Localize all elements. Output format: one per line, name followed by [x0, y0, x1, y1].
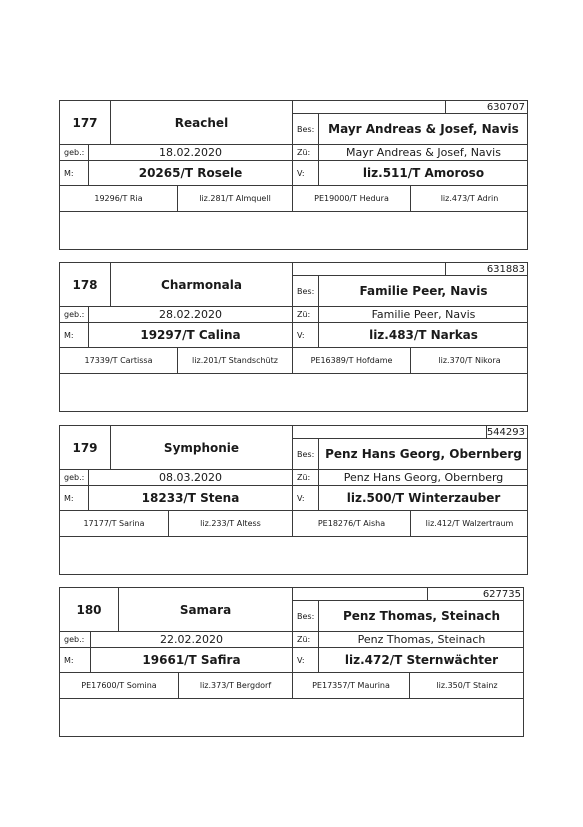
owner-label: Bes:	[292, 276, 318, 306]
animal-id: 544293	[486, 426, 528, 439]
notes-area	[60, 698, 524, 737]
ancestor: PE17357/T Maurina	[292, 672, 409, 698]
animal-card	[59, 587, 524, 737]
ancestor: 19296/T Ria	[60, 185, 177, 211]
catalog-number: 177	[72, 115, 98, 130]
ancestor: liz.201/T Standschütz	[177, 347, 292, 373]
owner-label: Bes:	[292, 601, 318, 631]
breeder-value: Penz Hans Georg, Obernberg	[318, 469, 528, 485]
ancestor: 17339/T Cartissa	[60, 347, 177, 373]
id-spacer	[292, 101, 445, 114]
ancestor: liz.373/T Bergdorf	[178, 672, 292, 698]
breeder-label: Zü:	[292, 306, 318, 322]
owner-value: Mayr Andreas & Josef, Navis	[318, 114, 528, 144]
birth-date: 18.02.2020	[88, 144, 292, 160]
father-label: V:	[292, 647, 318, 672]
id-spacer	[292, 263, 445, 276]
animal-id: 630707	[445, 101, 528, 114]
father-value: liz.511/T Amoroso	[318, 160, 528, 185]
birth-date: 28.02.2020	[88, 306, 292, 322]
animal-card	[59, 100, 528, 250]
mother-label: M:	[60, 485, 88, 510]
breeder-value: Penz Thomas, Steinach	[318, 631, 524, 647]
animal-id: 631883	[445, 263, 528, 276]
father-value: liz.500/T Winterzauber	[318, 485, 528, 510]
id-spacer	[292, 426, 486, 439]
birth-label: geb.:	[60, 306, 88, 322]
owner-value: Familie Peer, Navis	[318, 276, 528, 306]
ancestor: PE18276/T Aisha	[292, 510, 410, 536]
ancestor: 17177/T Sarina	[60, 510, 168, 536]
father-value: liz.483/T Narkas	[318, 322, 528, 347]
birth-label: geb.:	[60, 144, 88, 160]
ancestor: PE16389/T Hofdame	[292, 347, 410, 373]
owner-value: Penz Hans Georg, Obernberg	[318, 439, 528, 469]
father-label: V:	[292, 485, 318, 510]
mother-label: M:	[60, 647, 90, 672]
birth-label: geb.:	[60, 469, 88, 485]
ancestor: PE17600/T Somina	[60, 672, 178, 698]
mother-value: 19297/T Calina	[88, 322, 292, 347]
breeder-label: Zü:	[292, 144, 318, 160]
ancestor: liz.350/T Stainz	[409, 672, 524, 698]
ancestor: liz.233/T Altess	[168, 510, 292, 536]
ancestor: PE19000/T Hedura	[292, 185, 410, 211]
animal-name: Symphonie	[110, 426, 292, 469]
father-label: V:	[292, 160, 318, 185]
ancestor: liz.473/T Adrin	[410, 185, 528, 211]
owner-label: Bes:	[292, 439, 318, 469]
animal-card	[59, 425, 528, 575]
notes-area	[60, 211, 528, 250]
birth-label: geb.:	[60, 631, 90, 647]
mother-value: 18233/T Stena	[88, 485, 292, 510]
animal-id: 627735	[427, 588, 524, 601]
ancestor: liz.370/T Nikora	[410, 347, 528, 373]
ancestor: liz.281/T Almquell	[177, 185, 292, 211]
mother-label: M:	[60, 160, 88, 185]
owner-label: Bes:	[292, 114, 318, 144]
notes-area	[60, 373, 528, 412]
breeder-label: Zü:	[292, 631, 318, 647]
catalog-number: 178	[72, 277, 98, 292]
mother-value: 19661/T Safira	[90, 647, 292, 672]
father-label: V:	[292, 322, 318, 347]
breeder-value: Mayr Andreas & Josef, Navis	[318, 144, 528, 160]
birth-date: 08.03.2020	[88, 469, 292, 485]
notes-area	[60, 536, 528, 575]
breeder-label: Zü:	[292, 469, 318, 485]
owner-value: Penz Thomas, Steinach	[318, 601, 524, 631]
animal-name: Samara	[118, 588, 292, 631]
animal-name: Reachel	[110, 101, 292, 144]
breeder-value: Familie Peer, Navis	[318, 306, 528, 322]
id-spacer	[292, 588, 427, 601]
animal-name: Charmonala	[110, 263, 292, 306]
birth-date: 22.02.2020	[90, 631, 292, 647]
mother-value: 20265/T Rosele	[88, 160, 292, 185]
father-value: liz.472/T Sternwächter	[318, 647, 524, 672]
catalog-number: 180	[76, 602, 102, 617]
catalog-number: 179	[72, 440, 98, 455]
animal-card	[59, 262, 528, 412]
ancestor: liz.412/T Walzertraum	[410, 510, 528, 536]
mother-label: M:	[60, 322, 88, 347]
